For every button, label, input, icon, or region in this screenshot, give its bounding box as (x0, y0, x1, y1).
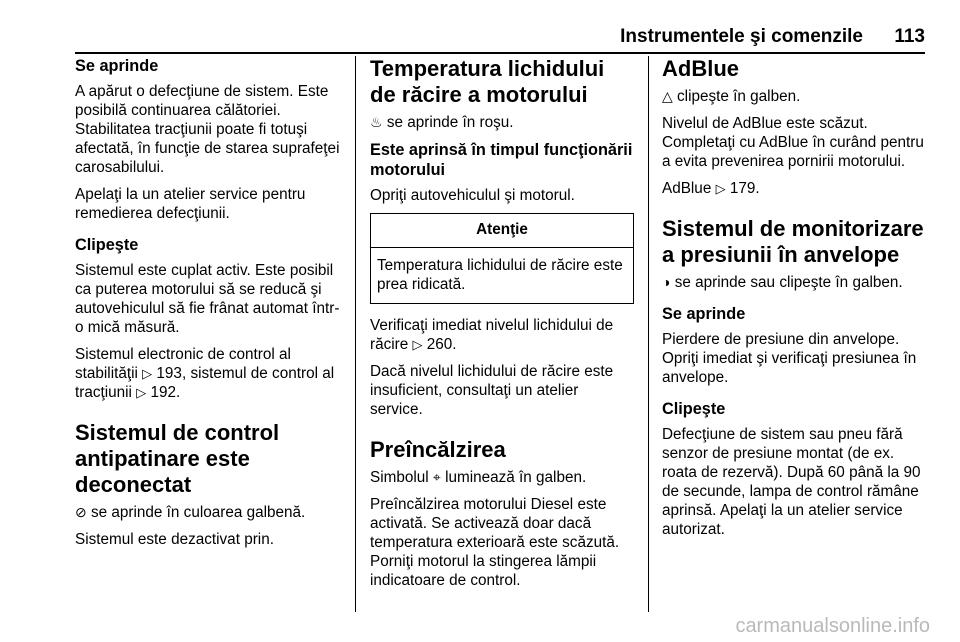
text: luminează în galben. (445, 469, 587, 486)
tire-pressure-icon: ◑ (662, 274, 671, 290)
page-ref-arrow-icon[interactable]: ▷ (136, 385, 147, 400)
glow-plug-icon: ⌖ (432, 469, 441, 485)
paragraph (370, 468, 634, 487)
paragraph (662, 179, 930, 198)
text: Verificaţi imediat nivelul lichidului de răcire (370, 317, 614, 353)
paragraph: Pierdere de presiune din anvelope. Opriţi imediat şi verificaţi presiunea în anvelope. (662, 331, 917, 386)
caution-box (370, 213, 634, 304)
traction-control-off-icon: ⊘ (75, 504, 87, 520)
paragraph: Sistemul este dezactivat prin. (75, 531, 274, 548)
paragraph: Defecţiune de sistem sau pneu fără senzor de presiune montat (de ex. roata de rezervă). După 60 până la 90 de secunde, lampa de control rămâne aprinsă. Apelaţi la un atelier service autorizat. (662, 426, 921, 538)
page-ref-arrow-icon[interactable]: ▷ (715, 181, 726, 196)
column-3 (662, 56, 930, 547)
paragraph: Opriţi autovehiculul şi motorul. (370, 187, 575, 204)
heading-coolant-temperature: Temperatura lichidului de răcire a motorului (370, 56, 605, 107)
paragraph (75, 503, 347, 522)
header-rule (75, 52, 925, 54)
header-title: Instrumentele şi comenzile (620, 26, 863, 47)
text: AdBlue (662, 180, 712, 197)
text: Simbolul (370, 469, 429, 486)
watermark: carmanualsonline.info (735, 615, 930, 637)
heading-clipeste: Clipeşte (75, 236, 139, 254)
paragraph (75, 345, 347, 402)
paragraph: Nivelul de AdBlue este scăzut. Completaţi cu AdBlue în curând pentru a evita prevenirea pornirii motorului. (662, 115, 924, 170)
paragraph (370, 316, 634, 354)
paragraph: A apărut o defecţiune de sistem. Este posibilă continuarea călătoriei. Stabilitatea tracţiunii poate fi totuşi afectată, în funcţie de starea suprafeţei carosabilului. (75, 83, 340, 176)
coolant-temperature-icon: ♨ (370, 114, 383, 130)
heading-traction-control: Sistemul de control antipatinare este deconectat (75, 420, 280, 497)
text: clipeşte în galben. (677, 88, 801, 105)
page-header (75, 18, 925, 52)
heading-clipeste: Clipeşte (662, 400, 726, 418)
adblue-icon: △ (662, 88, 673, 104)
paragraph (662, 273, 930, 292)
paragraph: Preîncălzirea motorului Diesel este activată. Se activează doar dacă temperatura exterioară este scăzută. Porniţi motorul la stingerea lămpii indicatoare de control. (370, 496, 620, 589)
column-divider (355, 56, 356, 612)
page-number: 113 (894, 26, 925, 47)
text: 193, sistemul de control al tracţiunii (75, 365, 335, 401)
heading-preheating: Preîncălzirea (370, 437, 506, 462)
column-1 (75, 56, 347, 557)
paragraph (370, 113, 634, 132)
heading-engine-running: Este aprinsă în timpul funcţionării motorului (370, 141, 633, 179)
paragraph: Sistemul este cuplat activ. Este posibil ca puterea motorului să se reducă şi autovehiculul să fie frânat automat într-o mică măsură. (75, 262, 340, 336)
text: 179. (729, 180, 760, 197)
text: se aprinde în culoarea galbenă. (90, 504, 306, 521)
paragraph: Apelaţi la un atelier service pentru remedierea defecţiunii. (75, 186, 306, 222)
page-ref-arrow-icon[interactable]: ▷ (142, 366, 153, 381)
heading-adblue: AdBlue (662, 56, 739, 81)
text: se aprinde sau clipeşte în galben. (674, 274, 903, 291)
text: 192. (150, 384, 181, 401)
heading-se-aprinde: Se aprinde (75, 57, 159, 75)
column-2 (370, 56, 634, 598)
heading-tire-pressure: Sistemul de monitorizare a presiunii în anvelope (662, 216, 924, 267)
text: Sistemul electronic de control al stabilităţii (75, 346, 291, 382)
caution-body: Temperatura lichidului de răcire este prea ridicată. (377, 257, 623, 293)
heading-se-aprinde: Se aprinde (662, 305, 746, 323)
text: se aprinde în roşu. (386, 114, 514, 131)
page-ref-arrow-icon[interactable]: ▷ (412, 337, 423, 352)
paragraph (662, 87, 930, 106)
column-divider (648, 56, 649, 612)
text: 260. (426, 336, 457, 353)
paragraph: Dacă nivelul lichidului de răcire este insuficient, consultaţi un atelier service. (370, 363, 614, 418)
caution-title: Atenţie (371, 214, 633, 248)
